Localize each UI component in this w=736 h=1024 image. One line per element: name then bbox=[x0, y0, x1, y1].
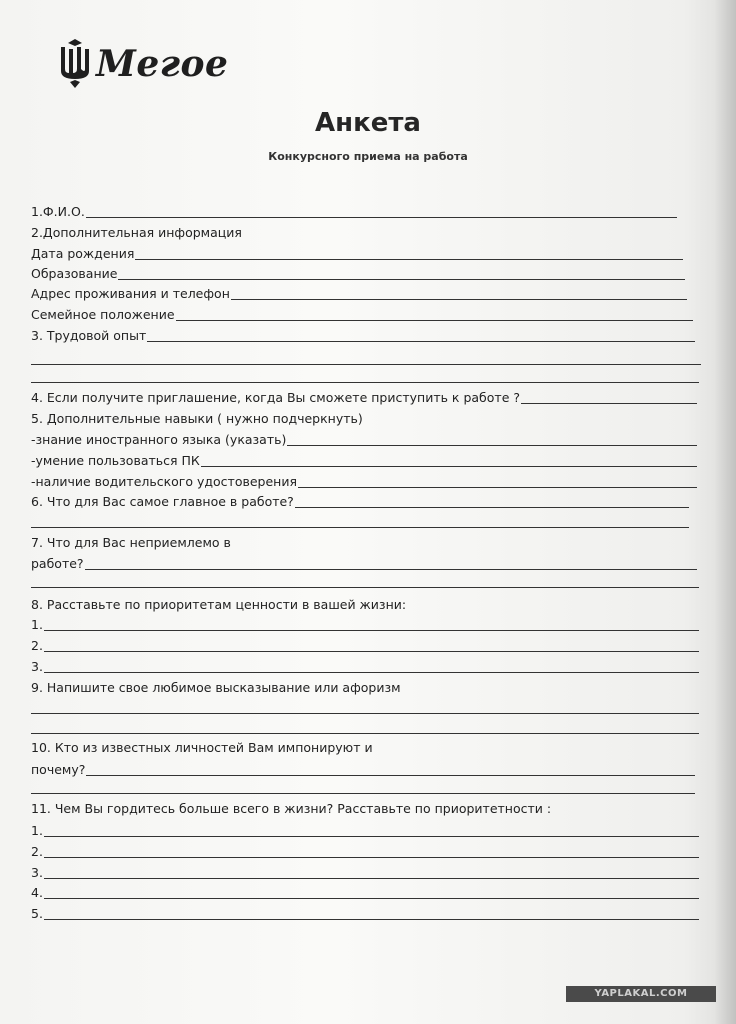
form-title: Анкета bbox=[315, 108, 421, 138]
field-start-date bbox=[31, 388, 697, 406]
field-label: 9. Напишите свое любимое высказывание или афоризм bbox=[31, 680, 401, 695]
field-unacceptable-title bbox=[31, 533, 231, 551]
answer-line[interactable] bbox=[201, 465, 697, 467]
field-pc-skills bbox=[31, 451, 697, 469]
field-label: -наличие водительского удостоверения bbox=[31, 474, 297, 489]
field-label: почему? bbox=[31, 762, 86, 777]
field-label: 6. Что для Вас самое главное в работе? bbox=[31, 494, 294, 509]
answer-line[interactable] bbox=[44, 856, 699, 858]
company-logo bbox=[58, 38, 228, 90]
field-label: 4. Если получите приглашение, когда Вы сможете приступить к работе ? bbox=[31, 390, 520, 405]
answer-line[interactable] bbox=[44, 835, 699, 837]
pride-item-3 bbox=[31, 863, 699, 881]
section-values bbox=[31, 595, 406, 613]
field-language bbox=[31, 430, 697, 448]
item-number: 5. bbox=[31, 906, 43, 921]
answer-line[interactable] bbox=[521, 402, 697, 404]
field-label: -умение пользоваться ПК bbox=[31, 453, 200, 468]
form-subtitle: Конкурсного приема на работа bbox=[268, 150, 468, 163]
field-family bbox=[31, 305, 693, 323]
answer-line[interactable] bbox=[31, 382, 699, 383]
site-watermark: YAPLAKAL.COM bbox=[566, 986, 716, 1002]
field-label: 8. Расставьте по приоритетам ценности в вашей жизни: bbox=[31, 597, 407, 612]
answer-line[interactable] bbox=[295, 506, 689, 508]
answer-line[interactable] bbox=[44, 918, 699, 920]
field-personalities bbox=[31, 760, 695, 778]
answer-line[interactable] bbox=[44, 629, 699, 631]
pride-item-4 bbox=[31, 883, 699, 901]
field-fio bbox=[31, 202, 677, 220]
field-label: 2.Дополнительная информация bbox=[31, 225, 242, 240]
value-item-2 bbox=[31, 636, 699, 654]
field-work-experience bbox=[31, 326, 695, 344]
answer-line[interactable] bbox=[147, 340, 695, 342]
field-personalities-title bbox=[31, 738, 373, 756]
item-number: 2. bbox=[31, 844, 43, 859]
field-label: 5. Дополнительные навыки ( нужно подчеркнуть) bbox=[31, 411, 363, 426]
answer-line[interactable] bbox=[31, 364, 701, 365]
field-address bbox=[31, 284, 687, 302]
field-label: 3. Трудовой опыт bbox=[31, 328, 147, 343]
field-label: Адрес проживания и телефон bbox=[31, 286, 230, 301]
field-label: работе? bbox=[31, 556, 84, 571]
field-label: Дата рождения bbox=[31, 246, 135, 261]
answer-line[interactable] bbox=[44, 897, 699, 899]
field-label: 10. Кто из известных личностей Вам импонируют и bbox=[31, 740, 373, 755]
section-pride bbox=[31, 799, 551, 817]
item-number: 2. bbox=[31, 638, 43, 653]
item-number: 1. bbox=[31, 617, 43, 632]
answer-line[interactable] bbox=[135, 258, 683, 260]
field-label: Семейное положение bbox=[31, 307, 175, 322]
answer-line[interactable] bbox=[231, 298, 687, 300]
item-number: 3. bbox=[31, 659, 43, 674]
field-education bbox=[31, 264, 685, 282]
section-aphorism bbox=[31, 678, 401, 696]
field-label: Образование bbox=[31, 266, 118, 281]
pride-item-5 bbox=[31, 904, 699, 922]
field-label: 11. Чем Вы гордитесь больше всего в жизни? Расставьте по приоритетности : bbox=[31, 801, 552, 816]
answer-line[interactable] bbox=[31, 527, 689, 528]
answer-line[interactable] bbox=[176, 319, 693, 321]
section-skills bbox=[31, 409, 363, 427]
field-birth-date bbox=[31, 244, 683, 262]
value-item-1 bbox=[31, 615, 699, 633]
item-number: 1. bbox=[31, 823, 43, 838]
answer-line[interactable] bbox=[31, 713, 699, 714]
answer-line[interactable] bbox=[31, 733, 699, 734]
field-label: 7. Что для Вас неприемлемо в bbox=[31, 535, 231, 550]
section-extra-info bbox=[31, 223, 242, 241]
answer-line[interactable] bbox=[86, 774, 695, 776]
answer-line[interactable] bbox=[287, 444, 697, 446]
logo-emblem-icon bbox=[58, 39, 92, 89]
answer-line[interactable] bbox=[298, 486, 697, 488]
answer-line[interactable] bbox=[86, 216, 677, 218]
answer-line[interactable] bbox=[31, 587, 699, 588]
answer-line[interactable] bbox=[31, 793, 695, 794]
item-number: 3. bbox=[31, 865, 43, 880]
value-item-3 bbox=[31, 657, 699, 675]
logo-text: Мегое bbox=[96, 43, 229, 85]
field-label: 1.Ф.И.О. bbox=[31, 204, 85, 219]
field-driver-license bbox=[31, 472, 697, 490]
field-label: -знание иностранного языка (указать) bbox=[31, 432, 287, 447]
item-number: 4. bbox=[31, 885, 43, 900]
answer-line[interactable] bbox=[44, 671, 699, 673]
pride-item-1 bbox=[31, 821, 699, 839]
field-unacceptable bbox=[31, 554, 697, 572]
answer-line[interactable] bbox=[44, 877, 699, 879]
answer-line[interactable] bbox=[44, 650, 699, 652]
answer-line[interactable] bbox=[85, 568, 697, 570]
field-most-important bbox=[31, 492, 689, 510]
pride-item-2 bbox=[31, 842, 699, 860]
answer-line[interactable] bbox=[118, 278, 685, 280]
